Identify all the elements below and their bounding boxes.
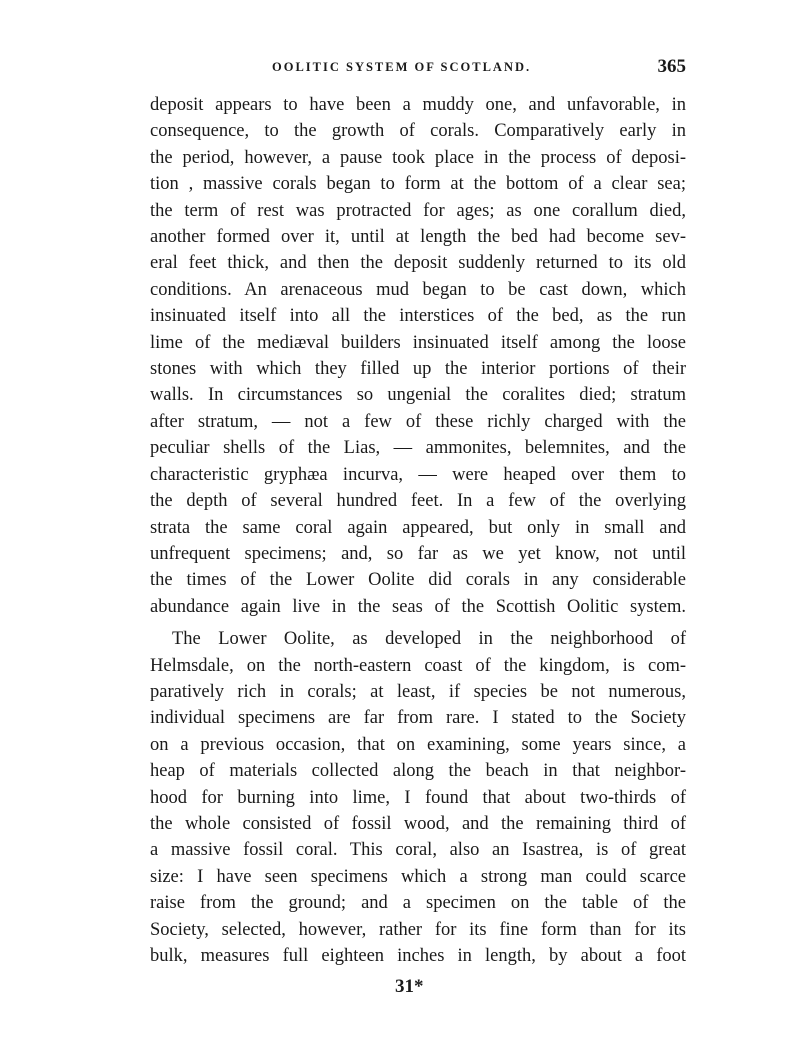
text-line: walls. In circumstances so ungenial the coralites died; stratum — [150, 385, 686, 406]
book-page — [150, 52, 686, 997]
text-line: bulk, measures full eighteen inches in length, by about a foot — [150, 946, 686, 966]
text-line: abundance again live in the seas of the Scottish Oolitic system. — [150, 596, 686, 617]
paragraph-2 — [150, 626, 686, 969]
running-head — [150, 52, 686, 92]
text-line: the times of the Lower Oolite did corals in any considerable — [150, 570, 686, 591]
text-line: stones with which they filled up the interior portions of their — [150, 359, 686, 380]
text-line: characteristic gryphæa incurva, — were heaped over them to — [150, 464, 686, 485]
text-line: the term of rest was protracted for ages; as one corallum died, — [150, 200, 686, 221]
text-line: individual specimens are far from rare. I stated to the Society — [150, 708, 686, 729]
text-line: conditions. An arenaceous mud began to be cast down, which — [150, 279, 686, 300]
text-line: consequence, to the growth of corals. Comparatively early in — [150, 121, 686, 142]
text-line: a massive fossil coral. This coral, also an Isastrea, is of great — [150, 840, 686, 861]
text-line: the whole consisted of fossil wood, and the remaining third of — [150, 813, 686, 834]
text-line: insinuated itself into all the interstices of the bed, as the run — [150, 306, 686, 327]
text-line: the depth of several hundred feet. In a few of the overlying — [150, 491, 686, 512]
text-line: Helmsdale, on the north-eastern coast of the kingdom, is com- — [150, 655, 686, 676]
text-line: Society, selected, however, rather for its fine form than for its — [150, 919, 686, 940]
text-line: raise from the ground; and a specimen on the table of the — [150, 893, 686, 914]
text-line: strata the same coral again appeared, but only in small and — [150, 517, 686, 538]
text-line: the period, however, a pause took place in the process of deposi- — [150, 147, 686, 168]
text-line: unfrequent specimens; and, so far as we yet know, not until — [150, 543, 686, 564]
running-title: OOLITIC SYSTEM OF SCOTLAND. — [272, 60, 532, 74]
page-number: 365 — [657, 56, 686, 77]
text-line: lime of the mediæval builders insinuated itself among the loose — [150, 332, 686, 353]
paragraph-1 — [150, 92, 686, 620]
text-line: heap of materials collected along the beach in that neighbor- — [150, 761, 686, 782]
text-line: peculiar shells of the Lias, — ammonites, belemnites, and the — [150, 438, 686, 459]
text-line: after stratum, — not a few of these richly charged with the — [150, 411, 686, 432]
text-line: hood for burning into lime, I found that about two-thirds of — [150, 787, 686, 808]
text-line: eral feet thick, and then the deposit suddenly returned to its old — [150, 253, 686, 274]
text-line: another formed over it, until at length the bed had become sev- — [150, 227, 686, 248]
signature-mark: 31* — [395, 976, 424, 997]
text-line: The Lower Oolite, as developed in the neighborhood of — [172, 629, 686, 650]
text-line: deposit appears to have been a muddy one, and unfavorable, in — [150, 95, 686, 115]
text-line: tion , massive corals began to form at the bottom of a clear sea; — [150, 174, 686, 195]
text-line: paratively rich in corals; at least, if species be not numerous, — [150, 681, 686, 702]
text-line: on a previous occasion, that on examining, some years since, a — [150, 734, 686, 755]
text-line: size: I have seen specimens which a strong man could scarce — [150, 866, 686, 887]
